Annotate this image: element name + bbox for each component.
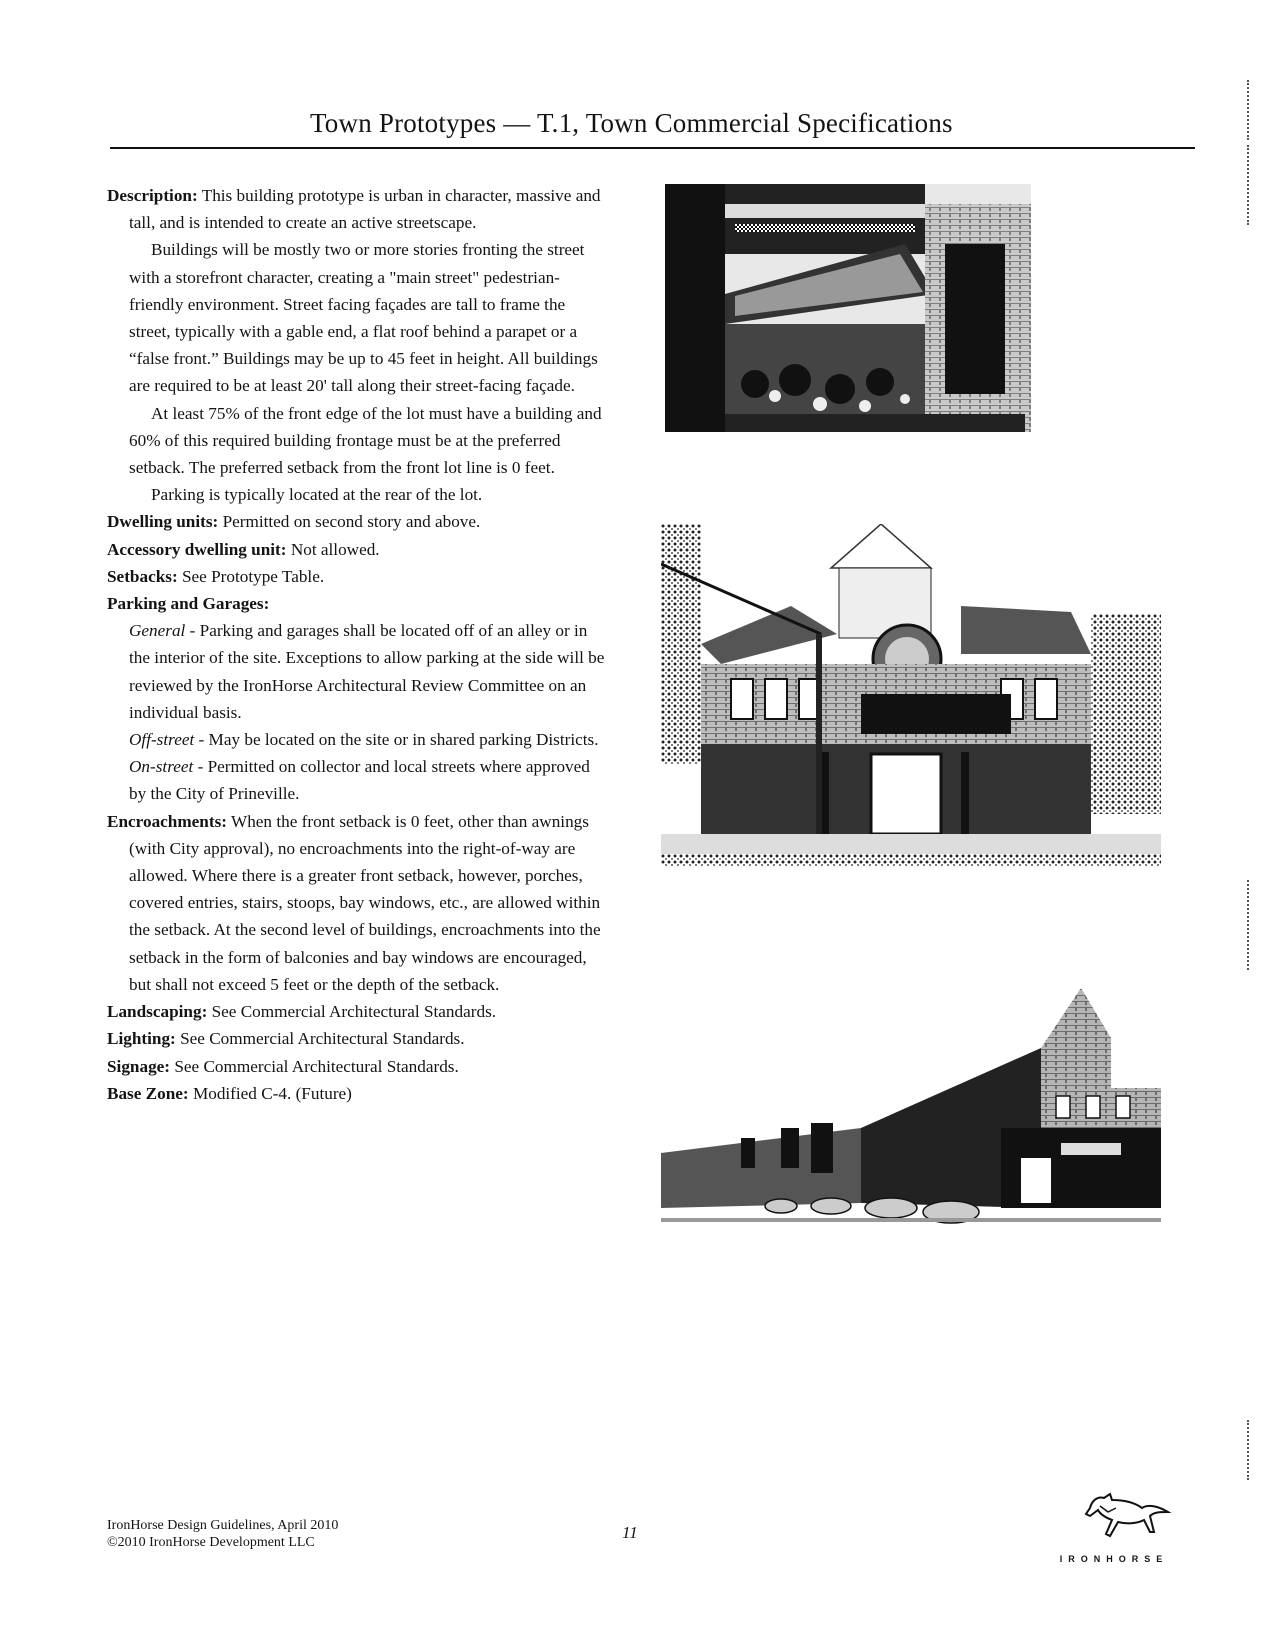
horse-icon: [1070, 1478, 1178, 1548]
ironhorse-logo: [1070, 1478, 1178, 1548]
basezone-text: Modified C-4. (Future): [188, 1083, 352, 1103]
onstreet-label: On-street: [129, 757, 194, 777]
basezone-entry: [107, 1080, 607, 1107]
footer-left: [107, 1517, 338, 1551]
title-rule: [110, 147, 1195, 149]
encroachments-entry: [107, 808, 607, 998]
description-entry: [107, 182, 607, 236]
setbacks-entry: [107, 563, 607, 590]
page-title: Town Prototypes — T.1, Town Commercial Specifications: [310, 108, 953, 138]
margin-dots-middle: [1247, 880, 1250, 970]
general-label: General: [129, 621, 186, 641]
photo-main-street-image: [661, 978, 1161, 1240]
photo-corner-building-image: [661, 524, 1161, 866]
lighting-text: See Commercial Architectural Standards.: [175, 1029, 465, 1049]
offstreet-entry: [107, 726, 607, 753]
photo-storefront-awning: [665, 184, 1031, 432]
onstreet-text: - Permitted on collector and local streets where approved by the City of Prineville.: [129, 757, 590, 804]
body-text: [107, 182, 607, 1107]
description-p4: Parking is typically located at the rear of the lot.: [151, 485, 483, 505]
encroachments-text: When the front setback is 0 feet, other than awnings (with City approval), no encroachments into the right-of-way are allowed. Where there is a greater front setback, however, porches, covered entries, stairs, stoops, bay windows, etc., are allowed within the setback. At the second level of buildings, encroachments into the setback in the form of balconies and bay windows are encouraged, but shall not exceed 5 feet or the depth of the setback.: [129, 811, 601, 994]
accessory-text: Not allowed.: [286, 539, 380, 559]
onstreet-entry: [107, 753, 607, 807]
photo-storefront-awning-image: [665, 184, 1031, 432]
photo-main-street: [661, 978, 1161, 1240]
description-p1: This building prototype is urban in character, massive and tall, and is intended to create an active streetscape.: [129, 186, 601, 233]
footer-line-2: ©2010 IronHorse Development LLC: [107, 1535, 315, 1550]
description-p3: At least 75% of the front edge of the lot must have a building and 60% of this required building frontage must be at the preferred setback. The preferred setback from the front lot line is 0 feet.: [129, 403, 602, 478]
logo-wordmark: IRONHORSE: [1059, 1554, 1169, 1564]
accessory-entry: [107, 536, 607, 563]
general-entry: [107, 617, 607, 726]
lighting-entry: [107, 1025, 607, 1052]
setbacks-text: See Prototype Table.: [177, 566, 325, 586]
accessory-label: Accessory dwelling unit:: [107, 539, 287, 559]
basezone-label: Base Zone:: [107, 1083, 189, 1103]
offstreet-label: Off-street: [129, 730, 195, 750]
dwelling-text: Permitted on second story and above.: [218, 512, 481, 532]
signage-entry: [107, 1053, 607, 1080]
parking-entry: [107, 590, 607, 617]
margin-dots-upper: [1247, 145, 1250, 225]
margin-dots-top: [1247, 80, 1250, 140]
description-label: Description:: [107, 186, 198, 205]
setbacks-label: Setbacks:: [107, 566, 178, 586]
landscaping-label: Landscaping:: [107, 1002, 208, 1022]
landscaping-entry: [107, 998, 607, 1025]
offstreet-text: - May be located on the site or in shared parking Districts.: [194, 730, 599, 750]
signage-label: Signage:: [107, 1056, 171, 1076]
dwelling-entry: [107, 508, 607, 535]
lighting-label: Lighting:: [107, 1029, 176, 1049]
general-text: - Parking and garages shall be located off of an alley or in the interior of the site. Exceptions to allow parking at the side will be reviewed by the IronHorse Architectural Review Committee on an individual basis.: [129, 621, 605, 722]
signage-text: See Commercial Architectural Standards.: [170, 1056, 459, 1076]
margin-dots-lower: [1247, 1420, 1250, 1480]
parking-label: Parking and Garages:: [107, 594, 270, 614]
description-p2: Buildings will be mostly two or more stories fronting the street with a storefront character, creating a "main street" pedestrian-friendly environment. Street facing façades are tall to frame the street, typically with a gable end, a flat roof behind a parapet or a “false front.” Buildings may be up to 45 feet in height. All buildings are required to be at least 20' tall along their street-facing façade.: [129, 240, 598, 396]
page-number: 11: [622, 1523, 638, 1542]
dwelling-label: Dwelling units:: [107, 512, 219, 532]
photo-corner-building: [661, 524, 1161, 866]
landscaping-text: See Commercial Architectural Standards.: [207, 1002, 497, 1022]
footer-line-1: IronHorse Design Guidelines, April 2010: [107, 1518, 339, 1533]
encroachments-label: Encroachments:: [107, 811, 227, 831]
